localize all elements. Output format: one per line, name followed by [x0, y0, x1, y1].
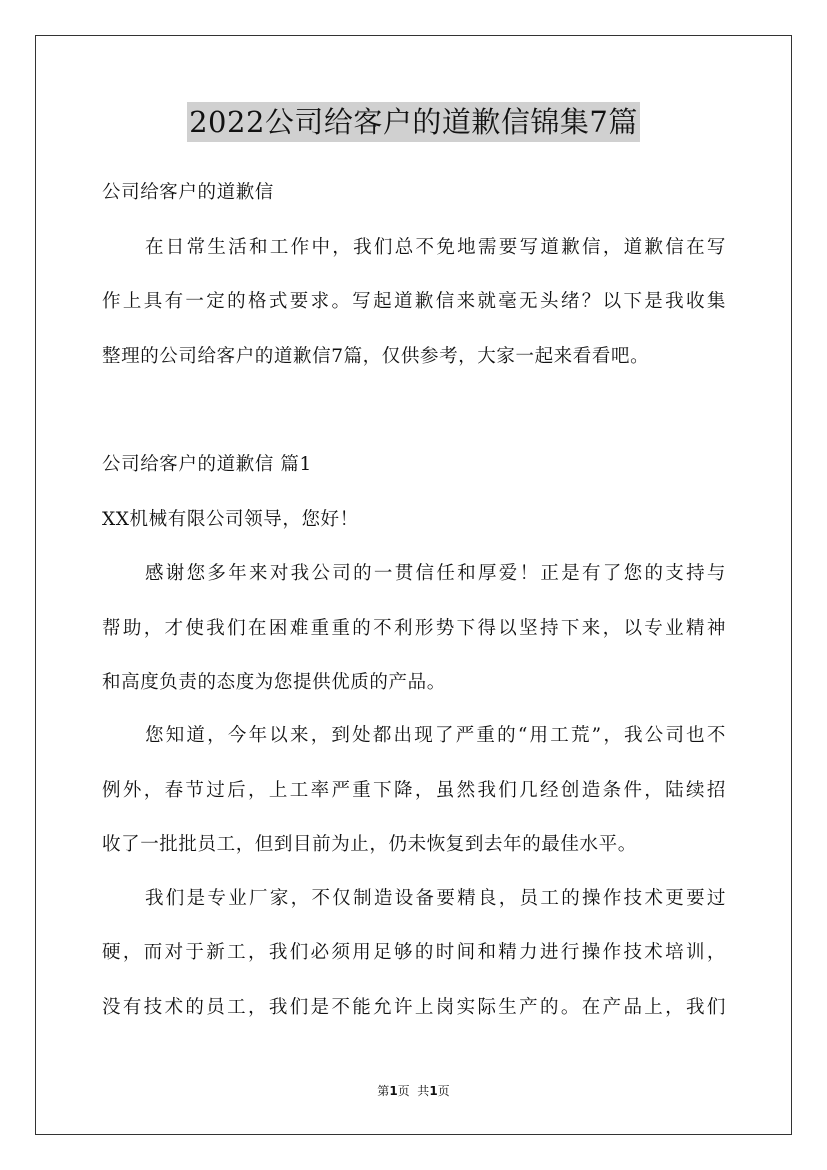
footer-page-total: 1: [429, 1084, 438, 1098]
body-line-8: 硬，而对于新工，我们必须用足够的时间和精力进行操作技术培训，: [102, 942, 726, 963]
title-container: [0, 102, 827, 142]
footer-page-current: 1: [389, 1084, 398, 1098]
body-line-9: 没有技术的员工，我们是不能允许上岗实际生产的。在产品上，我们: [102, 997, 726, 1018]
footer-page-suffix: 页: [437, 1084, 450, 1098]
body-line-1: 感谢您多年来对我公司的一贯信任和厚爱！正是有了您的支持与: [145, 563, 726, 584]
body-line-3: 和高度负责的态度为您提供优质的产品。: [102, 672, 446, 693]
footer-page-prefix: 第: [377, 1084, 390, 1098]
body-line-7: 我们是专业厂家，不仅制造设备要精良，员工的操作技术更要过: [145, 888, 726, 909]
document-subtitle: 公司给客户的道歉信: [102, 182, 274, 203]
body-line-4: 您知道，今年以来，到处都出现了严重的“用工荒”，我公司也不: [145, 725, 726, 746]
page-footer: [0, 1083, 827, 1099]
body-line-2: 帮助，才使我们在困难重重的不利形势下得以坚持下来，以专业精神: [102, 618, 726, 639]
intro-line-3: 整理的公司给客户的道歉信7篇，仅供参考，大家一起来看看吧。: [102, 346, 650, 367]
salutation: XX机械有限公司领导，您好！: [102, 509, 359, 530]
footer-page-mid: 页 共: [397, 1084, 430, 1098]
body-line-5: 例外，春节过后，上工率严重下降，虽然我们几经创造条件，陆续招: [102, 780, 726, 801]
intro-line-2: 作上具有一定的格式要求。写起道歉信来就毫无头绪？以下是我收集: [102, 291, 726, 312]
document-title: 2022公司给客户的道歉信锦集7篇: [187, 102, 640, 142]
body-line-6: 收了一批批员工，但到目前为止，仍未恢复到去年的最佳水平。: [102, 834, 637, 855]
intro-line-1: 在日常生活和工作中，我们总不免地需要写道歉信，道歉信在写: [145, 237, 726, 258]
section-heading: 公司给客户的道歉信 篇1: [102, 454, 312, 475]
